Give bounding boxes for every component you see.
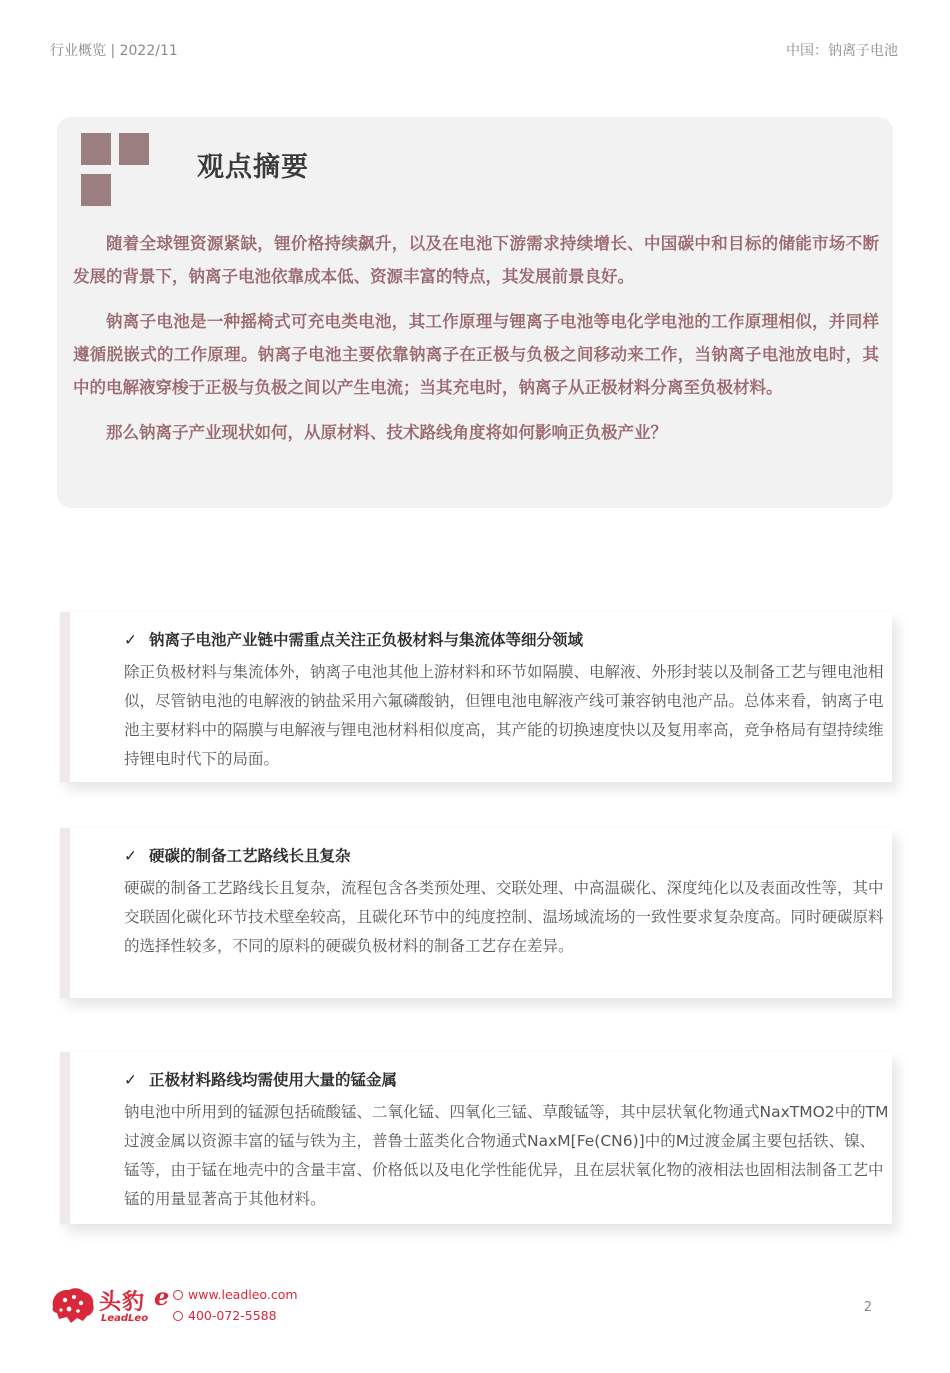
card-title xyxy=(124,1068,397,1090)
phone-text: 400-072-5588 xyxy=(188,1308,277,1323)
key-point-card xyxy=(60,1052,892,1224)
decor-square xyxy=(81,174,111,206)
summary-body xyxy=(73,227,879,461)
card-body: 硬碳的制备工艺路线长且复杂，流程包含各类预处理、交联处理、中高温碳化、深度纯化以及表面改性等，其中交联固化碳化环节技术壁垒较高，且碳化环节中的纯度控制、温场域流场的一致性要求复杂度高。同时硬碳原料的选择性较多，不同的原料的硬碳负极材料的制备工艺存在差异。 xyxy=(124,879,884,955)
card-title-text: 硬碳的制备工艺路线长且复杂 xyxy=(149,847,351,865)
logo-chinese-text: 头豹 xyxy=(99,1290,146,1315)
card-accent-bar xyxy=(60,1052,70,1224)
website-text: www.leadleo.com xyxy=(188,1287,298,1302)
check-icon: ✓ xyxy=(124,631,137,649)
decor-square xyxy=(119,133,149,165)
logo-english-text: LeadLeo xyxy=(101,1313,149,1324)
card-title xyxy=(124,628,583,650)
key-point-card xyxy=(60,612,892,782)
phone-icon xyxy=(173,1311,183,1321)
check-icon: ✓ xyxy=(124,1071,137,1089)
card-accent-bar xyxy=(60,828,70,998)
summary-paragraph: 钠离子电池是一种摇椅式可充电类电池，其工作原理与锂离子电池等电化学电池的工作原理相似，并同样遵循脱嵌式的工作原理。钠离子电池主要依靠钠离子在正极与负极之间移动来工作，当钠离子电池放电时，其中的电解液穿梭于正极与负极之间以产生电流；当其充电时，钠离子从正极材料分离至负极材料。 xyxy=(73,312,879,397)
leopard-logo-icon xyxy=(47,1285,97,1327)
card-body: 钠电池中所用到的锰源包括硫酸锰、二氧化锰、四氧化三锰、草酸锰等，其中层状氧化物通式NaxTMO2中的TM过渡金属以资源丰富的锰与铁为主，普鲁士蓝类化合物通式NaxM[Fe(CN6)]中的M过渡金属主要包括铁、镍、锰等，由于锰在地壳中的含量丰富、价格低以及电化学性能优异，且在层状氧化物的液相法也固相法制备工艺中锰的用量显著高于其他材料。 xyxy=(124,1103,889,1208)
key-point-card xyxy=(60,828,892,998)
summary-title: 观点摘要 xyxy=(197,152,309,183)
check-icon: ✓ xyxy=(124,847,137,865)
card-title xyxy=(124,844,351,866)
summary-panel xyxy=(57,117,893,508)
page-number: 2 xyxy=(863,1300,872,1315)
header-report-topic: 中国：钠离子电池 xyxy=(786,43,898,59)
summary-paragraph: 随着全球锂资源紧缺，锂价格持续飙升，以及在电池下游需求持续增长、中国碳中和目标的储能市场不断发展的背景下，钠离子电池依靠成本低、资源丰富的特点，其发展前景良好。 xyxy=(73,234,879,286)
card-title-text: 正极材料路线均需使用大量的锰金属 xyxy=(149,1071,398,1089)
summary-paragraph: 那么钠离子产业现状如何，从原材料、技术路线角度将如何影响正负极产业？ xyxy=(106,423,667,442)
logo-e-mark: e xyxy=(154,1282,170,1311)
website-link[interactable] xyxy=(173,1287,298,1302)
decor-square xyxy=(81,133,111,165)
globe-icon xyxy=(173,1290,183,1300)
card-title-text: 钠离子电池产业链中需重点关注正负极材料与集流体等细分领域 xyxy=(149,631,584,649)
phone-number xyxy=(173,1308,277,1323)
card-accent-bar xyxy=(60,612,70,782)
leadleo-logo[interactable] xyxy=(47,1283,307,1333)
card-body: 除正负极材料与集流体外，钠离子电池其他上游材料和环节如隔膜、电解液、外形封装以及制备工艺与锂电池相似，尽管钠电池的电解液的钠盐采用六氟磷酸钠，但锂电池电解液产线可兼容钠电池产品。总体来看，钠离子电池主要材料中的隔膜与电解液与锂电池材料相似度高，其产能的切换速度快以及复用率高，竞争格局有望持续维持锂电时代下的局面。 xyxy=(124,663,884,768)
header-section-date: 行业概览 | 2022/11 xyxy=(50,43,178,59)
